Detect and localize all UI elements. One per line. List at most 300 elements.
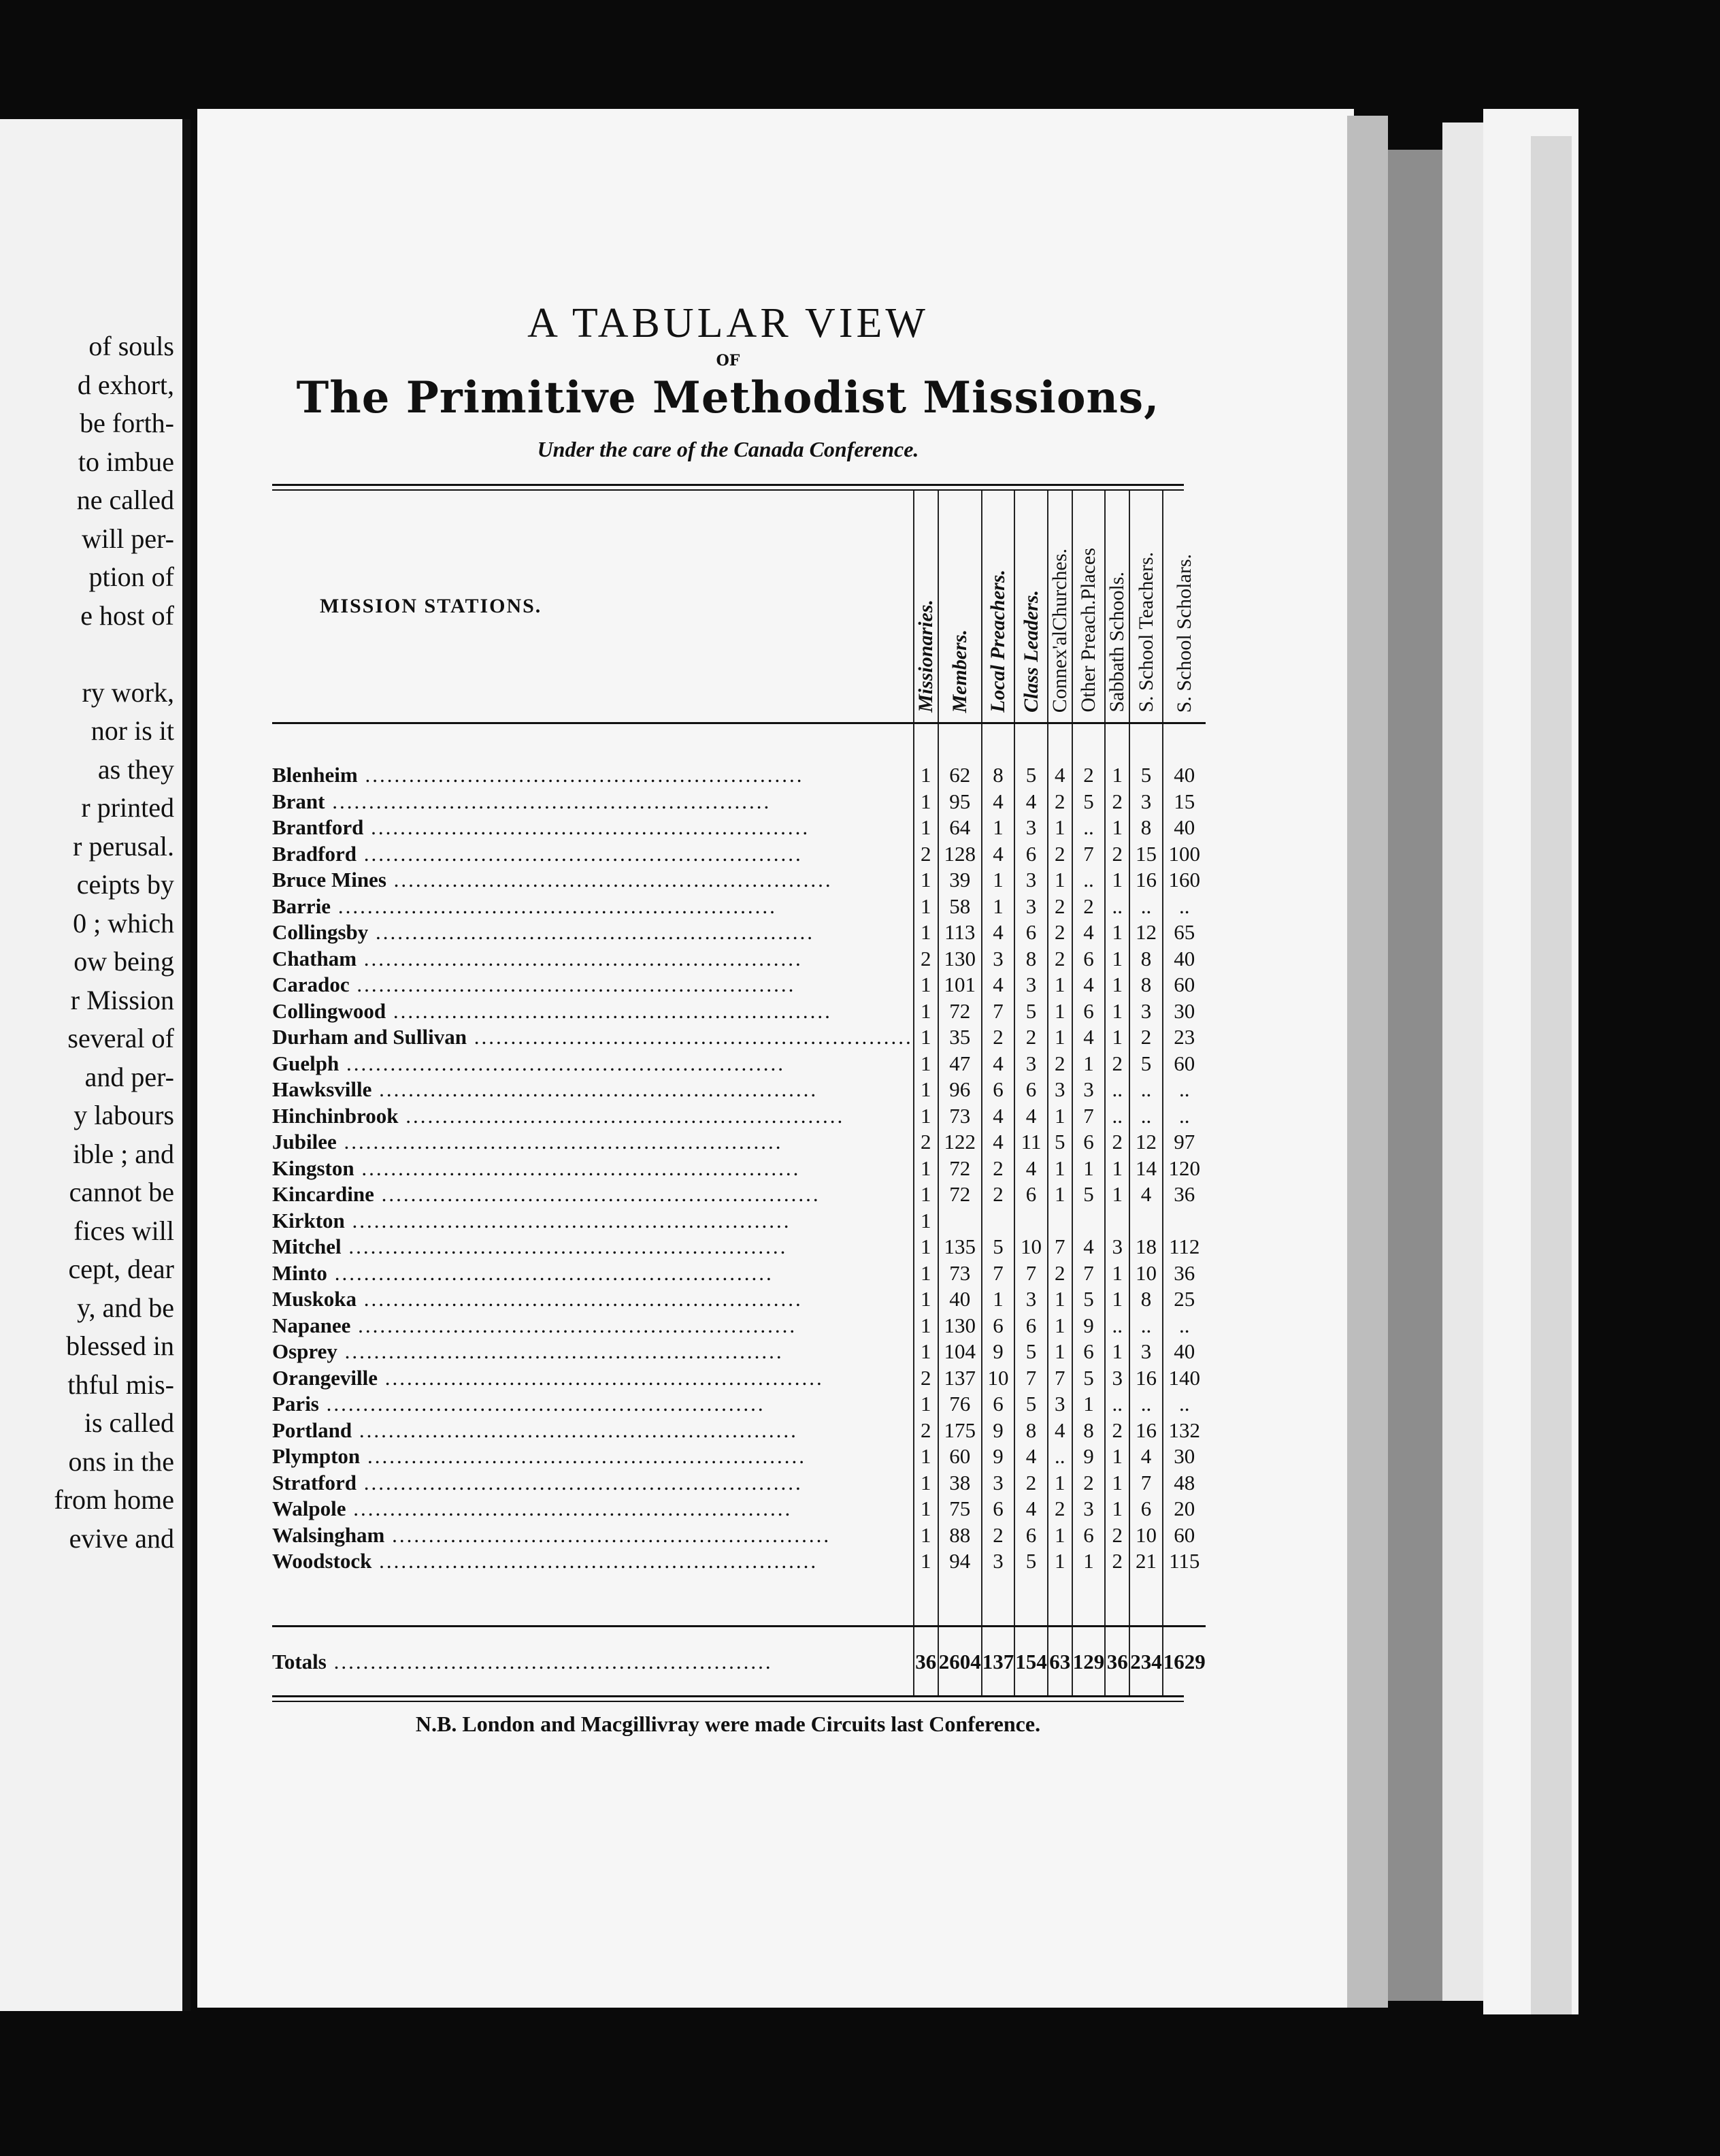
table-cell: 6 — [1014, 1313, 1048, 1339]
table-cell: 3 — [1105, 1234, 1129, 1260]
facing-page-line: e host of — [80, 600, 174, 631]
table-cell: 8 — [982, 723, 1015, 789]
table-cell: 1 — [1072, 1051, 1106, 1077]
leader-dots: ............................................................ — [336, 1130, 783, 1154]
page-edges-shadow — [1388, 150, 1442, 2001]
leader-dots: ............................................................ — [377, 1365, 824, 1390]
table-cell: 115 — [1163, 1548, 1206, 1626]
table-cell: 1 — [1105, 1443, 1129, 1470]
table-cell — [982, 1208, 1015, 1235]
table-cell: 2 — [1048, 789, 1072, 815]
table-cell: 5 — [1072, 1181, 1106, 1208]
table-cell: 1 — [914, 972, 938, 998]
table-cell: 3 — [1014, 815, 1048, 841]
table-row — [272, 1443, 1206, 1470]
table-cell: 60 — [1163, 1051, 1206, 1077]
table-cell: 88 — [938, 1522, 982, 1549]
table-cell: 48 — [1163, 1470, 1206, 1497]
table-cell: 95 — [938, 789, 982, 815]
column-header-label: Local Preachers. — [987, 570, 1009, 713]
table-cell: 1 — [914, 894, 938, 920]
totals-cell: 36 — [914, 1626, 938, 1695]
leader-dots: ............................................................ — [398, 1103, 845, 1128]
table-row — [272, 946, 1206, 973]
table-cell: 1 — [1105, 1470, 1129, 1497]
table-cell: 2 — [1105, 789, 1129, 815]
table-cell: 1 — [914, 1024, 938, 1051]
footnote: N.B. London and Macgillivray were made Circuits last Conference. — [415, 1712, 1041, 1736]
table-cell: .. — [1129, 1391, 1163, 1418]
table-cell: 2 — [982, 1522, 1015, 1549]
station-name: Barrie — [272, 894, 331, 918]
table-cell: 1 — [914, 1339, 938, 1365]
station-name-cell — [272, 1470, 914, 1497]
table-cell: 4 — [1014, 789, 1048, 815]
table-cell: 5 — [1072, 1365, 1106, 1392]
table-cell: 1 — [914, 1522, 938, 1549]
table-cell: 1 — [1048, 1548, 1072, 1626]
table-cell: 104 — [938, 1339, 982, 1365]
table-cell: 4 — [982, 1051, 1015, 1077]
table-cell: 4 — [1072, 972, 1106, 998]
table-cell: 1 — [1105, 1024, 1129, 1051]
leader-dots: ............................................................ — [467, 1025, 913, 1049]
table-cell: 8 — [1129, 815, 1163, 841]
missions-table — [272, 491, 1206, 1695]
table-cell: 4 — [1048, 723, 1072, 789]
table-cell: 1 — [914, 1391, 938, 1418]
table-cell: 2 — [1048, 1260, 1072, 1287]
table-cell: 120 — [1163, 1156, 1206, 1182]
facing-page-line: to imbue — [78, 446, 174, 477]
table-cell: 12 — [1129, 1129, 1163, 1156]
station-name: Brant — [272, 789, 325, 813]
table-cell: 2 — [1048, 919, 1072, 946]
leader-dots: ............................................................ — [339, 1051, 785, 1075]
station-name: Hinchinbrook — [272, 1103, 399, 1128]
table-cell: 62 — [938, 723, 982, 789]
table-row — [272, 1548, 1206, 1626]
table-cell: 1 — [1048, 1470, 1072, 1497]
station-name-cell — [272, 1103, 914, 1130]
facing-page-line: from home — [54, 1484, 174, 1515]
table-cell: 132 — [1163, 1418, 1206, 1444]
table-cell: 4 — [982, 919, 1015, 946]
table-cell: 4 — [1014, 1496, 1048, 1522]
table-cell: 1 — [914, 1548, 938, 1626]
table-cell: 2 — [914, 946, 938, 973]
table-cell: 4 — [1129, 1181, 1163, 1208]
table-cell: .. — [1163, 894, 1206, 920]
table-row — [272, 1208, 1206, 1235]
table-cell: 1 — [914, 1051, 938, 1077]
table-row — [272, 1234, 1206, 1260]
totals-cell: 137 — [982, 1626, 1015, 1695]
table-cell: 4 — [982, 1129, 1015, 1156]
table-row — [272, 1391, 1206, 1418]
table-cell: 18 — [1129, 1234, 1163, 1260]
facing-page-line: and per- — [84, 1061, 174, 1092]
facing-page-line: blessed in — [66, 1330, 174, 1361]
station-name: Caradoc — [272, 973, 350, 996]
table-cell: .. — [1163, 1077, 1206, 1103]
table-cell: 1 — [1105, 1156, 1129, 1182]
station-name-cell — [272, 1418, 914, 1444]
table-cell: 40 — [1163, 815, 1206, 841]
table-cell — [1048, 1208, 1072, 1235]
station-name: Minto — [272, 1260, 327, 1285]
table-cell: 64 — [938, 815, 982, 841]
totals-cell: 2604 — [938, 1626, 982, 1695]
facing-page-line: evive and — [69, 1522, 174, 1554]
table-cell: 5 — [1048, 1129, 1072, 1156]
table-cell: 7 — [982, 1260, 1015, 1287]
table-cell: .. — [1105, 1077, 1129, 1103]
station-name: Mitchel — [272, 1235, 342, 1258]
table-cell: 1 — [1105, 1260, 1129, 1287]
table-cell: 112 — [1163, 1234, 1206, 1260]
table-cell: 4 — [982, 789, 1015, 815]
table-cell: 10 — [1014, 1234, 1048, 1260]
table-cell: 1 — [1105, 972, 1129, 998]
facing-page-line: 0 ; which — [73, 907, 174, 938]
station-name: Osprey — [272, 1339, 337, 1363]
station-name: Kingston — [272, 1156, 354, 1180]
table-cell: 60 — [1163, 1522, 1206, 1549]
table-cell: 175 — [938, 1418, 982, 1444]
table-cell: 8 — [1129, 972, 1163, 998]
station-name: Portland — [272, 1418, 352, 1442]
column-header-label: S. School Scholars. — [1172, 553, 1195, 713]
table-cell: 15 — [1163, 789, 1206, 815]
table-cell: .. — [1105, 1313, 1129, 1339]
table-cell: 1 — [1048, 972, 1072, 998]
table-cell: 2 — [1105, 841, 1129, 868]
table-cell: 5 — [1014, 1339, 1048, 1365]
table-cell: 72 — [938, 1156, 982, 1182]
leader-dots: ............................................................ — [349, 973, 796, 996]
totals-cell: 154 — [1014, 1626, 1048, 1695]
table-cell: 3 — [1105, 1365, 1129, 1392]
table-cell: 113 — [938, 919, 982, 946]
station-name: Bruce Mines — [272, 868, 386, 892]
totals-cell: 129 — [1072, 1626, 1106, 1695]
leader-dots: ............................................................ — [374, 1182, 821, 1206]
table-cell: 73 — [938, 1103, 982, 1130]
totals-cell: 234 — [1129, 1626, 1163, 1695]
totals-cell: 1629 — [1163, 1626, 1206, 1695]
table-cell: 1 — [914, 1077, 938, 1103]
table-cell: 1 — [982, 1286, 1015, 1313]
facing-page-line: r Mission — [70, 984, 174, 1015]
table-cell: .. — [1048, 1443, 1072, 1470]
table-cell — [1014, 1208, 1048, 1235]
leader-dots: ............................................................ — [352, 1418, 798, 1442]
table-cell: 1 — [914, 723, 938, 789]
facing-page-line: as they — [97, 753, 174, 785]
station-name-cell — [272, 894, 914, 920]
table-cell: 72 — [938, 998, 982, 1025]
table-cell: 5 — [1072, 1286, 1106, 1313]
table-cell: 2 — [1014, 1024, 1048, 1051]
table-cell: 4 — [1072, 1024, 1106, 1051]
table-cell: 5 — [1129, 723, 1163, 789]
station-name-cell — [272, 972, 914, 998]
facing-page-line: ons in the — [68, 1446, 174, 1477]
column-header-label: S. School Teachers. — [1134, 552, 1157, 713]
table-cell: 94 — [938, 1548, 982, 1626]
table-cell: 1 — [914, 1286, 938, 1313]
table-cell: 1 — [914, 1443, 938, 1470]
table-cell: 1 — [1105, 1339, 1129, 1365]
table-cell: 2 — [1129, 1024, 1163, 1051]
table-cell: 3 — [1129, 789, 1163, 815]
leader-dots: ............................................................ — [357, 1287, 803, 1311]
table-cell: 1 — [1105, 1496, 1129, 1522]
table-cell: 4 — [1014, 1156, 1048, 1182]
table-cell: 21 — [1129, 1548, 1163, 1626]
table-row — [272, 1129, 1206, 1156]
table-cell: 1 — [1072, 1156, 1106, 1182]
table-cell: 1 — [1105, 723, 1129, 789]
table-cell: 7 — [982, 998, 1015, 1025]
station-name-cell — [272, 1365, 914, 1392]
table-row — [272, 998, 1206, 1025]
table-cell: 3 — [1014, 1051, 1048, 1077]
facing-page-line: is called — [84, 1407, 174, 1438]
station-name-cell — [272, 1051, 914, 1077]
station-name-cell — [272, 723, 914, 789]
table-cell: 2 — [982, 1156, 1015, 1182]
table-row — [272, 1365, 1206, 1392]
station-name-cell — [272, 1129, 914, 1156]
leader-dots: ............................................................ — [363, 815, 810, 839]
table-cell: 6 — [982, 1313, 1015, 1339]
facing-page-line: y, and be — [77, 1292, 174, 1323]
table-cell: 3 — [982, 1470, 1015, 1497]
facing-page-line: ceipts by — [76, 869, 174, 900]
table-row — [272, 867, 1206, 894]
table-cell: 3 — [982, 946, 1015, 973]
table-cell: 2 — [1048, 946, 1072, 973]
station-name: Collingsby — [272, 920, 369, 944]
table-cell: 1 — [1048, 1024, 1072, 1051]
table-row — [272, 1181, 1206, 1208]
station-name-cell — [272, 789, 914, 815]
column-header-label: Sabbath Schools. — [1106, 572, 1129, 713]
totals-cell: 36 — [1105, 1626, 1129, 1695]
table-cell: 38 — [938, 1470, 982, 1497]
table-cell: 30 — [1163, 1443, 1206, 1470]
table-cell: 1 — [1048, 1313, 1072, 1339]
table-cell: 1 — [982, 815, 1015, 841]
table-cell: 3 — [1129, 1339, 1163, 1365]
table-cell: 2 — [1105, 1548, 1129, 1626]
column-header-label: Members. — [948, 629, 971, 713]
table-cell: 40 — [1163, 723, 1206, 789]
table-cell: .. — [1072, 867, 1106, 894]
table-cell: 4 — [982, 1103, 1015, 1130]
table-cell: 1 — [1048, 998, 1072, 1025]
table-cell: 36 — [1163, 1181, 1206, 1208]
table-cell: 1 — [982, 894, 1015, 920]
table-cell: 1 — [914, 789, 938, 815]
column-header — [1072, 491, 1106, 723]
table-cell: 2 — [982, 1181, 1015, 1208]
care-line: Under the care of the Canada Conference. — [537, 437, 919, 461]
table-row — [272, 841, 1206, 868]
table-cell: 1 — [914, 867, 938, 894]
table-cell: 8 — [1129, 1286, 1163, 1313]
station-name-cell — [272, 1181, 914, 1208]
table-cell: 6 — [982, 1077, 1015, 1103]
leader-dots: ............................................................ — [371, 1549, 818, 1573]
leader-dots: ............................................................ — [357, 946, 803, 970]
leader-dots: ............................................................ — [371, 1077, 818, 1101]
table-cell: 35 — [938, 1024, 982, 1051]
page-title: A TABULAR VIEW — [527, 300, 929, 346]
table-cell: 160 — [1163, 867, 1206, 894]
table-cell: 60 — [1163, 972, 1206, 998]
leader-dots: ............................................................ — [354, 1156, 801, 1180]
facing-page-line: be forth- — [80, 408, 174, 438]
table-cell: 15 — [1129, 841, 1163, 868]
table-cell: 75 — [938, 1496, 982, 1522]
bottom-rule — [272, 1695, 1184, 1702]
leader-dots: ............................................................ — [386, 868, 833, 892]
station-name: Kincardine — [272, 1182, 374, 1206]
station-name-cell — [272, 1024, 914, 1051]
station-name-cell — [272, 946, 914, 973]
table-cell: 1 — [914, 919, 938, 946]
leader-dots: ............................................................ — [360, 1444, 806, 1468]
table-row — [272, 1103, 1206, 1130]
page-content — [272, 299, 1206, 1737]
table-cell: 122 — [938, 1129, 982, 1156]
table-cell: 1 — [1048, 1522, 1072, 1549]
table-cell: 1 — [914, 1103, 938, 1130]
table-cell: 72 — [938, 1181, 982, 1208]
table-cell: 40 — [938, 1286, 982, 1313]
station-name: Napanee — [272, 1313, 351, 1337]
table-cell: 5 — [1014, 1391, 1048, 1418]
table-cell: 30 — [1163, 998, 1206, 1025]
table-cell: 2 — [1072, 723, 1106, 789]
table-row — [272, 1156, 1206, 1182]
facing-page-line: ne called — [76, 485, 174, 515]
table-row — [272, 789, 1206, 815]
table-cell: 9 — [1072, 1313, 1106, 1339]
table-cell: 3 — [1014, 867, 1048, 894]
table-cell: 1 — [1048, 1181, 1072, 1208]
table-cell: 5 — [1072, 789, 1106, 815]
table-cell: 40 — [1163, 946, 1206, 973]
table-cell: 9 — [982, 1339, 1015, 1365]
table-cell: 4 — [1072, 919, 1106, 946]
table-row — [272, 1260, 1206, 1287]
facing-page-line: fices will — [73, 1215, 174, 1246]
totals-row — [272, 1626, 1206, 1695]
leader-dots: ............................................................ — [331, 894, 777, 918]
table-cell: .. — [1163, 1103, 1206, 1130]
table-cell: 6 — [1014, 1522, 1048, 1549]
table-cell — [1105, 1208, 1129, 1235]
table-cell: 5 — [1014, 1548, 1048, 1626]
table-cell: 6 — [1072, 946, 1106, 973]
table-row — [272, 1496, 1206, 1522]
table-cell: 40 — [1163, 1339, 1206, 1365]
table-cell: 1 — [914, 1260, 938, 1287]
table-cell: 58 — [938, 894, 982, 920]
table-cell: 1 — [914, 998, 938, 1025]
table-cell: 6 — [982, 1496, 1015, 1522]
table-cell: 1 — [1105, 1286, 1129, 1313]
station-name: Collingwood — [272, 998, 386, 1023]
leader-dots: ............................................................ — [357, 763, 804, 787]
facing-page-line: r printed — [81, 792, 174, 823]
table-row — [272, 894, 1206, 920]
table-cell: 1 — [914, 1470, 938, 1497]
station-name: Kirkton — [272, 1208, 345, 1232]
station-name: Blenheim — [272, 763, 358, 787]
table-cell: 10 — [1129, 1260, 1163, 1287]
station-name: Guelph — [272, 1051, 340, 1075]
facing-page-line: ry work, — [82, 676, 174, 708]
table-row — [272, 1418, 1206, 1444]
table-cell: .. — [1163, 1313, 1206, 1339]
page-subtitle: The Primitive Methodist Missions, — [296, 372, 1160, 423]
facing-page-line: thful mis- — [67, 1369, 174, 1400]
table-cell: 3 — [1129, 998, 1163, 1025]
table-cell: 1 — [1048, 1339, 1072, 1365]
station-name-cell — [272, 1234, 914, 1260]
table-cell: 6 — [1072, 1522, 1106, 1549]
table-row — [272, 1051, 1206, 1077]
table-cell: 2 — [1048, 894, 1072, 920]
table-cell: 4 — [1014, 1443, 1048, 1470]
table-cell: 2 — [914, 1129, 938, 1156]
table-cell: 140 — [1163, 1365, 1206, 1392]
leader-dots: ............................................................ — [350, 1313, 797, 1337]
station-name-cell — [272, 1260, 914, 1287]
column-header — [982, 491, 1015, 723]
table-cell: 2 — [1105, 1522, 1129, 1549]
table-cell: .. — [1105, 894, 1129, 920]
table-cell: 23 — [1163, 1024, 1206, 1051]
table-cell: 2 — [1105, 1051, 1129, 1077]
table-cell: 1 — [1072, 1548, 1106, 1626]
table-cell: 36 — [1163, 1260, 1206, 1287]
table-cell: 2 — [914, 841, 938, 868]
station-name: Jubilee — [272, 1130, 337, 1154]
table-cell: .. — [1129, 1103, 1163, 1130]
table-cell: 128 — [938, 841, 982, 868]
station-name-cell — [272, 1548, 914, 1626]
table-cell: 47 — [938, 1051, 982, 1077]
title-connector: OF — [716, 352, 740, 370]
leader-dots: ............................................................ — [344, 1208, 791, 1232]
table-cell: 6 — [1014, 1181, 1048, 1208]
table-row — [272, 1286, 1206, 1313]
station-name-cell — [272, 841, 914, 868]
table-cell: 97 — [1163, 1129, 1206, 1156]
table-cell: 10 — [1129, 1522, 1163, 1549]
table-cell: 4 — [1072, 1234, 1106, 1260]
table-row — [272, 1470, 1206, 1497]
station-name-cell — [272, 1522, 914, 1549]
facing-page-line: ption of — [88, 561, 174, 592]
station-name-cell — [272, 919, 914, 946]
